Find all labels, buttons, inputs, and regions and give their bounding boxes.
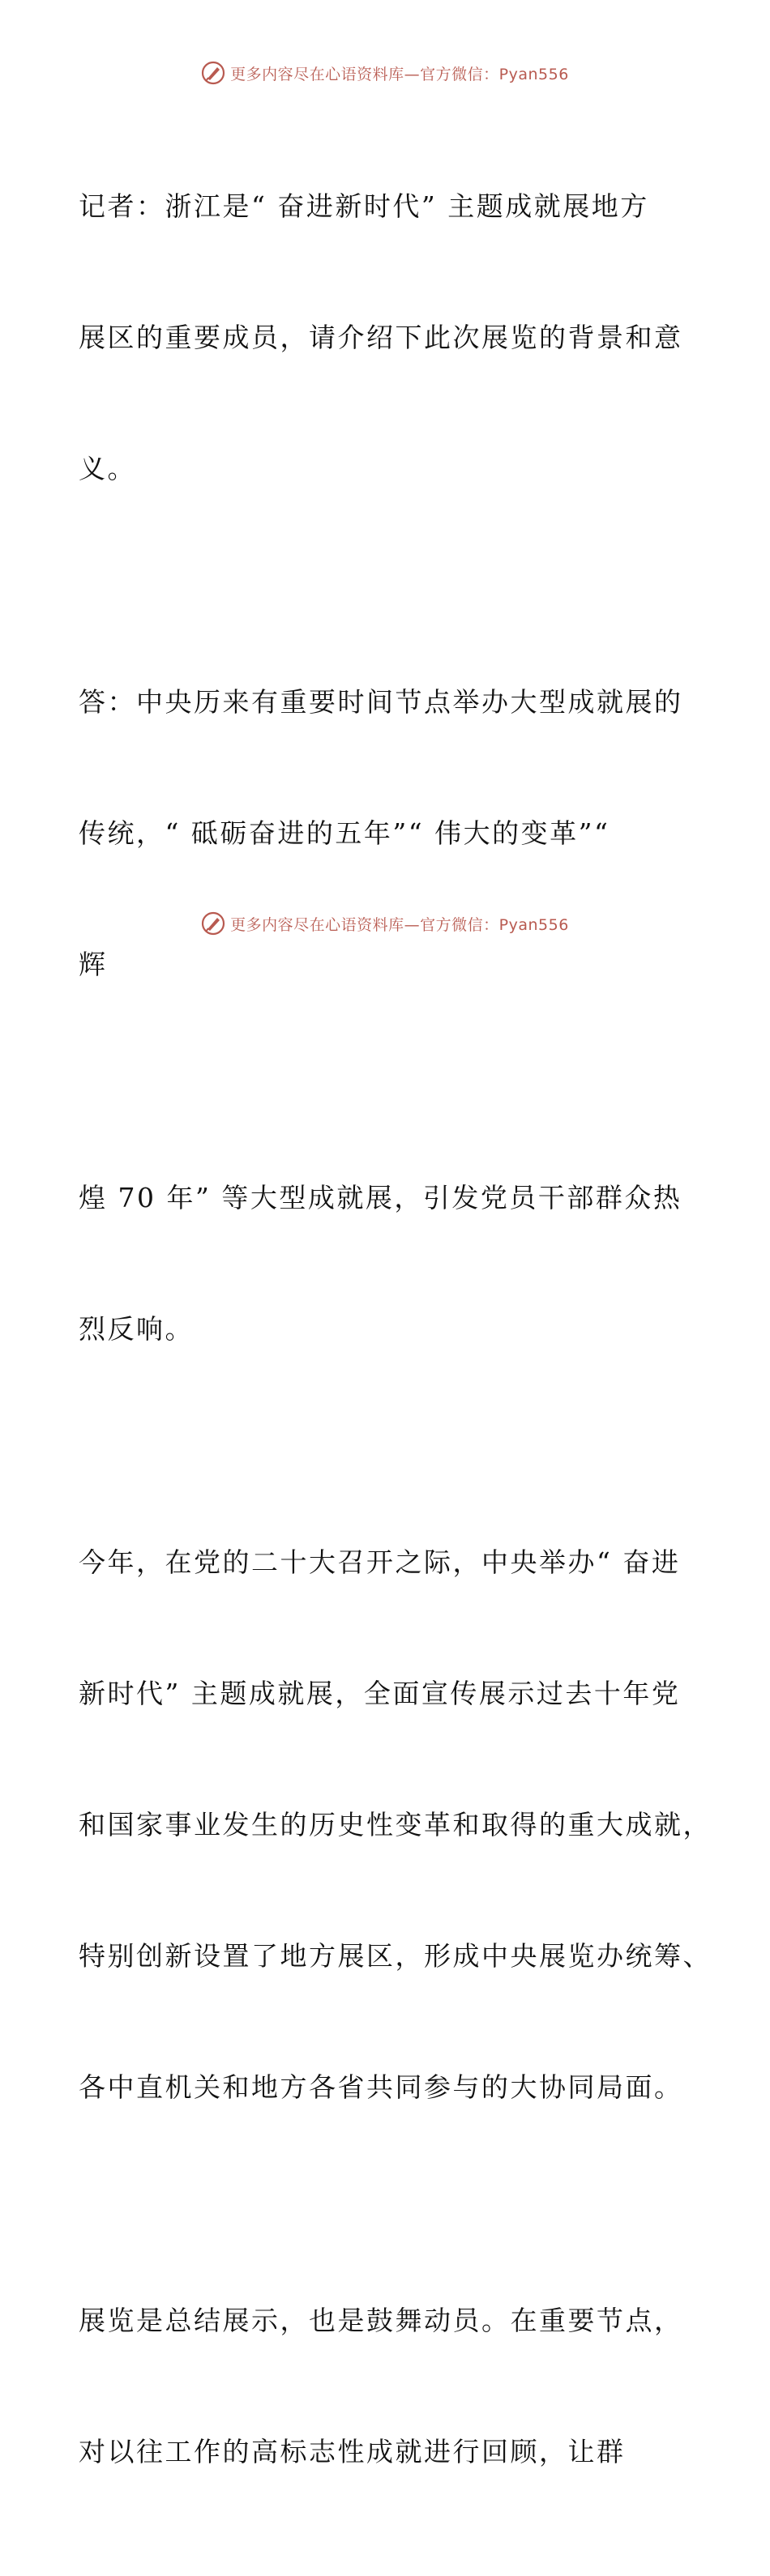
text-line: 新时代” 主题成就展，全面宣传展示过去十年党	[79, 1678, 681, 1709]
text-line: 展览是总结展示，也是鼓舞动员。在重要节点，	[79, 2305, 683, 2336]
text-line: 对以往工作的高标志性成就进行回顾，让群	[79, 2436, 626, 2467]
footer-watermark	[0, 907, 770, 940]
quill-pen-logo-icon	[201, 911, 225, 936]
paragraph	[79, 1089, 695, 1439]
text-line: 展区的重要成员，请介绍下此次展览的背景和意	[79, 322, 683, 353]
quill-pen-logo-icon	[201, 61, 225, 85]
paragraph	[79, 2211, 695, 2561]
text-line: 辉	[79, 949, 108, 980]
text-line: 特别创新设置了地方展区，形成中央展览办统筹、	[79, 1940, 712, 1972]
header-watermark	[0, 57, 770, 89]
text-line: 答：中央历来有重要时间节点举办大型成就展的	[79, 686, 683, 718]
text-line: 义。	[79, 453, 136, 484]
text-line: 今年，在党的二十大召开之际，中央举办“ 奋进	[79, 1546, 681, 1578]
paragraph	[79, 593, 695, 1074]
text-line: 各中直机关和地方各省共同参与的大协同局面。	[79, 2071, 683, 2103]
watermark-text: 更多内容尽在心语资料库—官方微信：Pyan556	[230, 915, 569, 934]
watermark-text: 更多内容尽在心语资料库—官方微信：Pyan556	[230, 65, 569, 83]
paragraph	[79, 1453, 712, 2197]
document-body	[79, 97, 712, 2576]
text-line: 煌 70 年” 等大型成就展，引发党员干部群众热	[79, 1182, 682, 1213]
text-line: 记者：浙江是“ 奋进新时代” 主题成就展地方	[79, 190, 649, 222]
text-line: 传统，“ 砥砺奋进的五年”“ 伟大的变革”“	[79, 817, 610, 849]
text-line: 烈反响。	[79, 1313, 194, 1345]
paragraph	[79, 97, 695, 578]
text-line: 和国家事业发生的历史性变革和取得的重大成就，	[79, 1809, 712, 1840]
